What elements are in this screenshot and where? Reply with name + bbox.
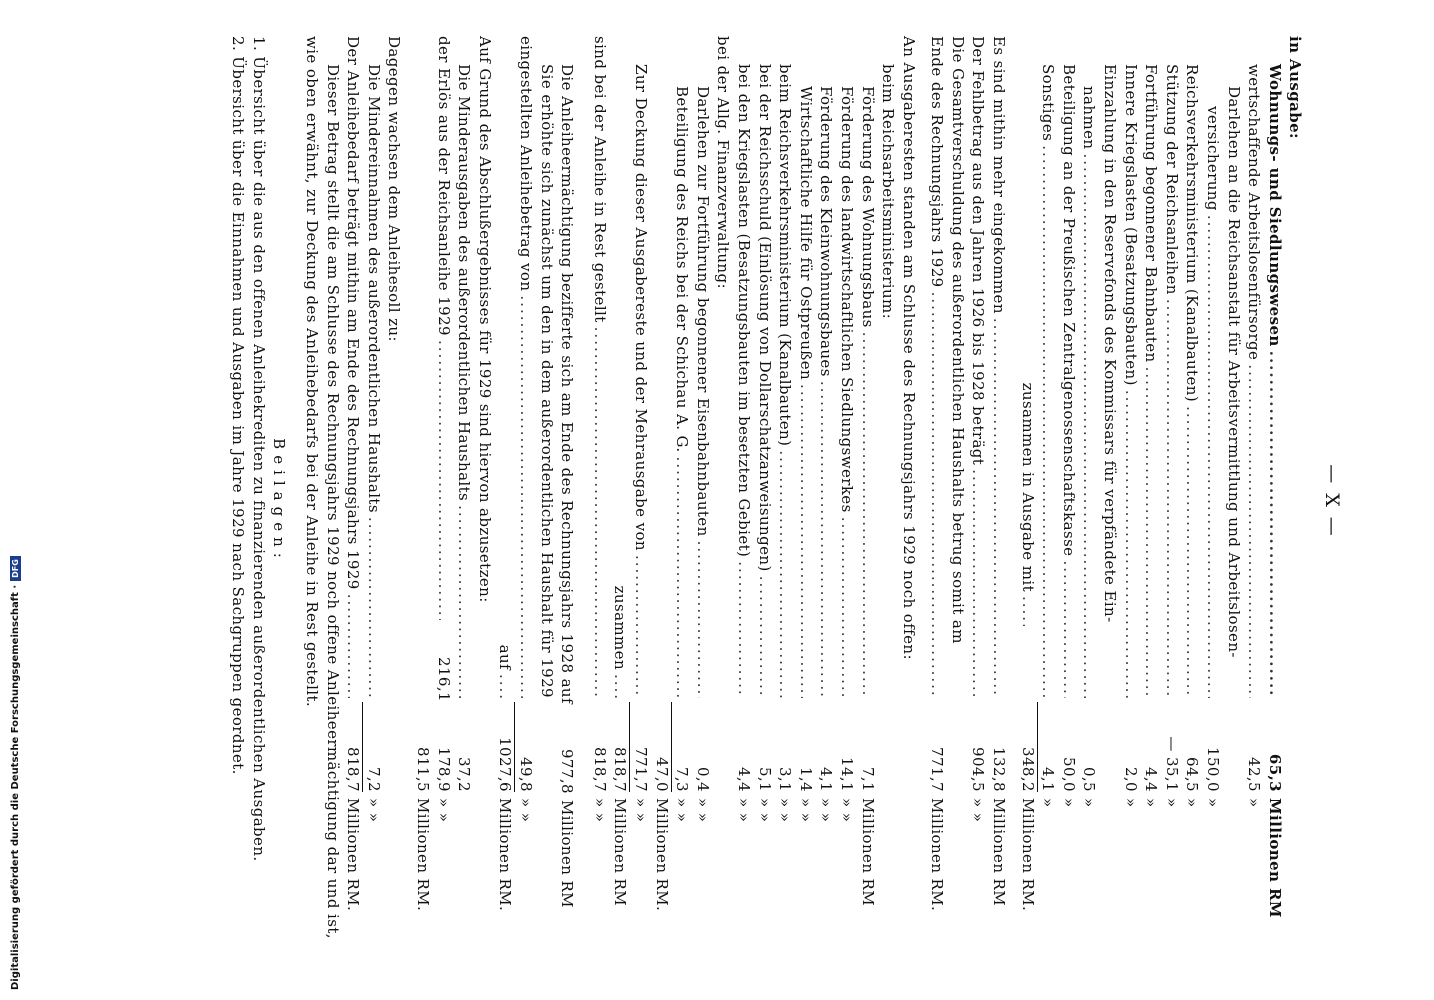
page-number: — X — — [1321, 464, 1343, 538]
finanz_items-row — [692, 36, 713, 966]
ausgabe_items-label: Darlehen an die Reichsanstalt für Arbeitsvermittlung und Arbeitslosen- — [1224, 86, 1243, 658]
ausgabe_items-row — [1202, 36, 1223, 966]
ausgabe_items-leader — [1038, 145, 1059, 698]
rest_items-unit: » » — [755, 798, 774, 823]
finanz_items-leader — [672, 457, 693, 698]
summary_lines-leader — [968, 469, 989, 698]
ausgabe_items-label: Einzahlung in den Reservefonds des Kommissars für verpfändete Ein- — [1101, 64, 1120, 623]
anleihe-rest-value: 818,7 — [590, 747, 609, 792]
ermaechtigung-total-row: auf ..... 1027,6 Millionen RM. — [495, 36, 516, 966]
summary_lines-row — [968, 36, 989, 966]
anleihebedarf-value: 818,7 — [344, 747, 363, 792]
rest_items-leader — [754, 576, 775, 698]
ermaechtigung-row-3: eingestellten Anleihebetrag von ..... 49,8 » » — [515, 36, 536, 966]
ausgabereste-intro-2: beim Reichsarbeitsministerium: — [879, 64, 898, 320]
gesamt-line2: Ende des Rechnungsjahrs 1929 ..... 771,7 Millionen RM. — [927, 36, 948, 966]
ausgabe-list — [1038, 36, 1285, 966]
ausgabe_items-leader — [1058, 560, 1079, 698]
rest_items-row — [775, 36, 796, 966]
section-heading: in Ausgabe: — [1286, 36, 1305, 139]
abschluss-result-unit: Millionen RM. — [414, 798, 433, 912]
ausgabe_items-label: Stützung der Reichsanleihen — [1162, 64, 1181, 295]
ermaechtigung-unit-1: Millionen RM — [558, 799, 577, 908]
dagegen-heading: Dagegen wachsen dem Anleihesoll zu: — [385, 36, 404, 342]
ermaechtigung-value-3: 49,8 — [514, 702, 536, 792]
rest_items-value: 4,4 — [734, 766, 753, 792]
ausgabe_items-value: 4,4 — [1142, 766, 1161, 792]
ausgabe_items-label: Sonstiges — [1039, 64, 1058, 142]
footer-text: Digitalisierung gefördert durch die Deutsche Forschungsgemeinschaft · — [10, 584, 21, 990]
ausgabe_items-value: 50,0 — [1059, 757, 1078, 792]
ausgabe_items-leader — [1141, 367, 1162, 698]
beilagen-list — [228, 36, 269, 966]
rest_items-row — [836, 36, 857, 966]
ausgabe_items-label: Fortführung begonnener Bahnbauten — [1142, 64, 1161, 363]
finanz_items-value: 7,3 — [671, 702, 693, 792]
rest-subtotal-row — [651, 36, 672, 966]
rest_items-row — [754, 36, 775, 966]
ausgabe-total-unit: Millionen RM. — [1018, 798, 1037, 912]
abschluss_items-value: 178,9 — [434, 747, 453, 792]
ausgabe_items-row — [1264, 36, 1285, 966]
rest_items-row — [816, 36, 837, 966]
ausgabe_items-row — [1141, 36, 1162, 966]
ausgabe_items-row — [1079, 36, 1100, 966]
anleihebedarf-unit: Millionen RM. — [344, 798, 363, 912]
ausgabereste-intro-1: An Ausgaberesten standen am Schlusse des Rechnungsjahrs 1929 noch offen: — [899, 36, 918, 660]
summary_lines-value: 132,8 — [990, 747, 1009, 792]
summary_lines-row — [989, 36, 1010, 966]
rest_items-label: beim Reichsverkehrsministerium (Kanalbauten) — [776, 64, 795, 447]
rest_items-label: bei den Kriegslasten (Besatzungsbauten im besetzten Gebiet) — [734, 64, 753, 558]
deckung-total-row: zusammen ..... 818,7 Millionen RM — [610, 36, 631, 966]
abschluss-heading: Auf Grund des Abschlußergebnisses für 1929 sind hiervon abzusetzen: — [475, 36, 494, 603]
ausgabe_items-unit: » — [1039, 798, 1058, 808]
finanz_items-leader — [692, 541, 713, 698]
finanz_items-row — [672, 36, 693, 966]
deckung-value: 771,7 — [629, 702, 651, 792]
rest_items-value: 4,1 — [817, 766, 836, 792]
rest_items-value: 3,1 — [776, 766, 795, 792]
rest_items-unit: » » — [817, 798, 836, 823]
abschluss_items-leader — [454, 505, 475, 698]
rest_items-row — [733, 36, 754, 966]
rest_items-leader — [857, 332, 878, 698]
rest_items-leader — [733, 561, 754, 698]
ausgabe_items-leader — [1079, 153, 1100, 698]
abschluss-result-row — [412, 36, 433, 966]
gesamt-line1: Die Gesamtverschuldung des außerordentlichen Haushalts betrug somit am — [948, 36, 967, 644]
ausgabe_items-value: — 35,1 — [1162, 736, 1181, 792]
summary_lines-label: Es sind mithin mehr eingekommen — [990, 36, 1009, 314]
rest_items-unit: » » — [837, 798, 856, 823]
finanz_items-label: Darlehen zur Fortführung begonnener Eisenbahnbauten — [693, 86, 712, 537]
rest_items-value: 5,1 — [755, 766, 774, 792]
abschluss_items-sum: 216,1 — [434, 657, 453, 702]
summary_lines-unit: » » — [969, 798, 988, 823]
ausgabe-total-row — [1017, 36, 1038, 966]
ausgabe_items-row — [1099, 36, 1120, 966]
beilage-item: 1. Übersicht über die aus den offenen Anleihekrediten zu finanzierenden außerordentlichen Ausgaben. — [249, 36, 268, 862]
ausgabe_items-value: 150,0 — [1204, 747, 1223, 792]
finanz_items-value: 0,4 — [693, 766, 712, 792]
rest-list — [733, 36, 877, 966]
ausgabe_items-label: versicherung — [1204, 106, 1223, 211]
rest_items-unit: » » — [734, 798, 753, 823]
ausgabe_items-value: 0,5 — [1080, 766, 1099, 792]
ermaechtigung-unit-3: » » — [517, 798, 536, 823]
rest_items-value: 1,4 — [796, 766, 815, 792]
ausgabe_items-row — [1038, 36, 1059, 966]
ausgabe_items-unit: » — [1121, 798, 1140, 808]
ausgabe_items-leader — [1244, 364, 1265, 698]
ausgabe_items-value: 64,5 — [1183, 757, 1202, 792]
ausgabe_items-leader — [1161, 299, 1182, 698]
finanz_items-unit: » » — [693, 798, 712, 823]
ausgabe_items-row — [1120, 36, 1141, 966]
rest_items-value: 14,1 — [837, 757, 856, 792]
ausgabe_items-value: 4,1 — [1037, 702, 1059, 792]
ausgabe_items-leader — [1264, 351, 1285, 698]
rest_items-row — [795, 36, 816, 966]
summary-list — [968, 36, 1009, 966]
abschluss-result-value: 811,5 — [414, 747, 433, 792]
ausgabe_items-row — [1244, 36, 1265, 966]
dagegen-row: Die Mindereinnahmen des außerordentlichen Haushalts ..... 7,2 » » — [363, 36, 384, 966]
rest_items-leader — [816, 381, 837, 698]
abschluss_items-label: der Erlös aus der Reichsanleihe 1929 — [434, 36, 453, 337]
rest_items-unit: Millionen RM — [858, 798, 877, 906]
ausgabe_items-label: Wohnungs- und Siedlungswesen — [1265, 64, 1284, 347]
rest_items-label: Wirtschaftliche Hilfe für Ostpreußen — [796, 86, 815, 381]
ausgabe_items-value: 42,5 — [1245, 757, 1264, 792]
deckung-total-value: 818,7 — [611, 747, 630, 792]
anleihebedarf-row: Der Anleihebedarf beträgt mithin am Ende des Rechnungsjahrs 1929 ..... 818,7 Millionen RM. — [343, 36, 364, 966]
ausgabe_items-unit: » — [1059, 798, 1078, 808]
ausgabe_items-unit: » — [1183, 798, 1202, 808]
deckung-total-unit: Millionen RM — [611, 798, 630, 906]
abschluss-list — [433, 36, 474, 966]
ausgabe_items-value: 65,3 — [1265, 753, 1284, 792]
rest_items-label: Förderung des Kleinwohnungsbaues — [817, 86, 836, 377]
gesamt-value: 771,7 — [928, 747, 947, 792]
document-page — [167, 36, 1342, 966]
ausgabe_items-label: Reichsverkehrsministerium (Kanalbauten) — [1183, 64, 1202, 403]
rest_items-row — [857, 36, 878, 966]
abschluss_items-row — [433, 36, 454, 966]
finanz_items-unit: » » — [673, 798, 692, 823]
beilage-item: 2. Übersicht über die Einnahmen und Ausgaben im Jahre 1929 nach Sachgruppen geordnet. — [229, 36, 248, 775]
rest-subtotal-unit: Millionen RM. — [652, 798, 671, 912]
ausgabe_items-leader — [1182, 406, 1203, 698]
summary_lines-leader — [989, 318, 1010, 698]
deckung-row: Zur Deckung dieser Ausgabereste und der Mehrausgabe von ..... 771,7 » » — [630, 36, 651, 966]
anleihe-rest-row: sind bei der Anleihe in Rest gestellt ..... 818,7 » » — [589, 36, 610, 966]
rest_items-unit: » » — [776, 798, 795, 823]
ausgabe_items-unit: » — [1162, 798, 1181, 808]
rest-subtotal-value: 47,0 — [652, 757, 671, 792]
ausgabe_items-label: Beteiligung an der Preußischen Zentralgenossenschaftskasse — [1059, 64, 1078, 557]
dagegen-unit: » » — [364, 798, 383, 823]
ausgabe_items-row — [1182, 36, 1203, 966]
digitization-footer — [10, 556, 21, 990]
ausgabe_items-unit: Millionen RM — [1265, 798, 1284, 918]
ausgabe_items-unit: » — [1204, 798, 1223, 808]
ermaechtigung-row-1: Die Anleiheermächtigung bezifferte sich am Ende des Rechnungsjahrs 1928 auf 977,8 Millionen RM — [557, 36, 578, 966]
ausgabe_items-unit: » — [1142, 798, 1161, 808]
rest_items-leader — [836, 517, 857, 698]
summary_lines-value: 904,5 — [969, 747, 988, 792]
ausgabe_items-unit: » — [1080, 798, 1099, 808]
abschluss_items-label: Die Minderausgaben des außerordentlichen Haushalts — [455, 64, 474, 502]
dagegen-value: 7,2 — [362, 702, 384, 792]
ausgabe_items-leader — [1202, 215, 1223, 698]
finanz-heading: bei der Allg. Finanzverwaltung: — [714, 36, 733, 289]
gesamt-unit: Millionen RM. — [928, 798, 947, 912]
ermaechtigung-row-2: Sie erhöhte sich zunächst um den in dem außerordentlichen Haushalt für 1929 — [537, 64, 556, 698]
rest_items-value: 7,1 — [858, 766, 877, 792]
ausgabe_items-leader — [1120, 390, 1141, 698]
ausgabe_items-label: Innere Kriegslasten (Besatzungsbauten) — [1121, 64, 1140, 386]
finanz_items-label: Beteiligung des Reichs bei der Schichau A. G. — [673, 86, 692, 453]
anleihe-rest-unit: » » — [590, 798, 609, 823]
rest_items-label: Förderung des Wohnungsbaus — [858, 86, 877, 328]
ausgabe_items-row — [1058, 36, 1079, 966]
ausgabe_items-unit: » — [1245, 798, 1264, 808]
ausgabe_items-label: nahmen — [1080, 86, 1099, 150]
abschluss_items-unit: » » — [434, 798, 453, 823]
ausgabe_items-row — [1161, 36, 1182, 966]
abschluss_items-value: 37,2 — [455, 757, 474, 792]
ermaechtigung-value-1: 977,8 — [558, 748, 577, 794]
deckung-unit: » » — [632, 798, 650, 823]
rest_items-label: Förderung des landwirtschaftlichen Siedlungswerkes — [837, 86, 856, 513]
beilagen-title: Beilagen: — [270, 438, 289, 564]
abschluss_items-leader — [433, 340, 454, 620]
ausgabe-total-value: 348,2 — [1018, 747, 1037, 792]
ausgabe_items-value: 2,0 — [1121, 766, 1140, 792]
schluss-paragraph: Dieser Betrag stellt die am Schlusse des Rechnungsjahrs 1929 noch offene Anleiheermächtigung dar und ist, wie oben erwähnt, zur Deckung des Anleihebedarfs bei der Anleihe in Rest gestellt. — [303, 36, 342, 939]
summary_lines-unit: Millionen RM — [990, 798, 1009, 906]
dfg-logo: DFG — [10, 556, 21, 581]
ausgabe_items-row — [1223, 36, 1244, 966]
ausgabe_items-label: wertschaffende Arbeitslosenfürsorge — [1245, 64, 1264, 361]
ermaechtigung-total-value: 1027,6 — [496, 737, 515, 792]
finanz-list — [672, 36, 713, 966]
ermaechtigung-total-unit: Millionen RM. — [496, 798, 515, 912]
rest_items-unit: » » — [796, 798, 815, 823]
abschluss_items-row — [454, 36, 475, 966]
summary_lines-label: Der Fehlbetrag aus den Jahren 1926 bis 1928 beträgt — [969, 36, 988, 466]
rest_items-label: bei der Reichsschuld (Einlösung von Dollarschatzanweisungen) — [755, 64, 774, 572]
ausgabe-total-label: zusammen in Ausgabe mit — [1018, 382, 1037, 592]
rest_items-leader — [775, 450, 796, 698]
rest_items-leader — [795, 384, 816, 698]
